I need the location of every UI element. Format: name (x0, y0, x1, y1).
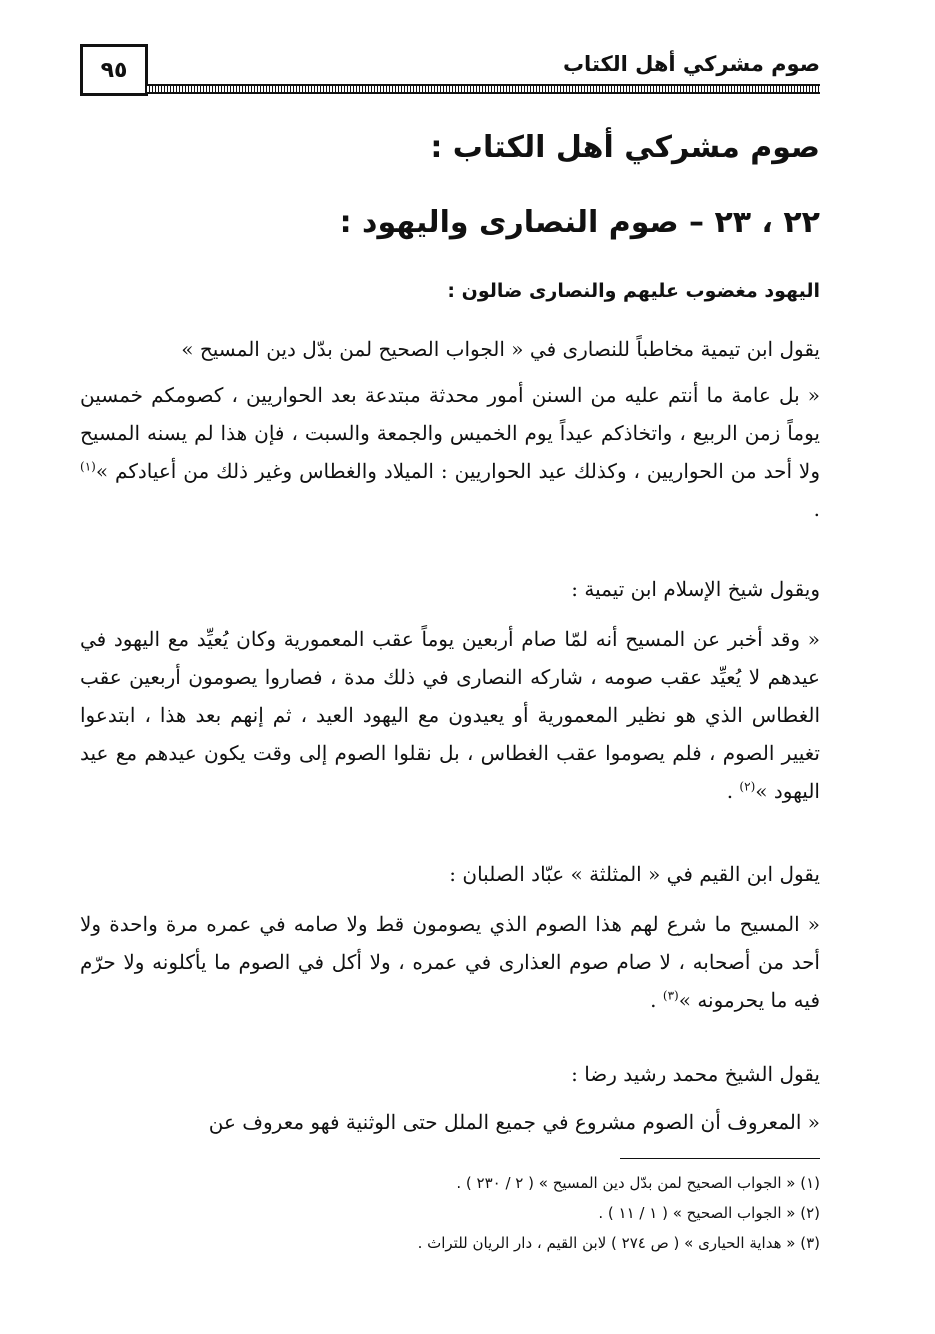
quotation (80, 905, 820, 1019)
quotation (80, 620, 820, 810)
footnote: (١) « الجواب الصحيح لمن بدّل دين المسيح » ( ٢ / ٢٣٠ ) . (456, 1174, 820, 1192)
running-header (80, 38, 820, 94)
footnotes (80, 1168, 820, 1258)
paragraph-intro: ويقول شيخ الإسلام ابن تيمية : (571, 577, 820, 601)
subsection-title: ٢٢ ، ٢٣ – صوم النصارى واليهود : (339, 205, 820, 240)
subheading: اليهود مغضوب عليهم والنصارى ضالون : (447, 280, 820, 302)
quote-end: . (650, 988, 663, 1012)
footnote-ref: (٢) (739, 779, 756, 794)
header-rule (146, 84, 820, 94)
page-number: ٩٥ (80, 44, 148, 96)
footnote: (٣) « هداية الحيارى » ( ص ٢٧٤ ) لابن القيم ، دار الريان للتراث . (417, 1234, 820, 1252)
section-title: صوم مشركي أهل الكتاب : (430, 130, 820, 165)
quote-text: « وقد أخبر عن المسيح أنه لمّا صام أربعين يوماً عقب المعمورية وكان يُعيِّد مع اليهود في عيدهم لا يُعيِّد عقب صومه ، شاركه النصارى في ذلك مدة ، فصاروا يصومون أربعين عقب الغطاس الذي هو نظير المعمورية أو يعيدون مع اليهود العيد ، ثم إنهم بعد هذا ، ابتدعوا تغيير الصوم ، فلم يصوموا عقب الغطاس ، بل نقلوا الصوم إلى وقت يكون عيدهم مع عيد اليهود » (80, 627, 820, 803)
footnote-ref: (١) (80, 459, 96, 474)
footnote: (٢) « الجواب الصحيح » ( ١ / ١١ ) . (598, 1204, 820, 1222)
quote-text: « المعروف أن الصوم مشروع في جميع الملل حتى الوثنية فهو معروف عن (208, 1110, 820, 1134)
footnote-rule (620, 1158, 820, 1159)
paragraph-intro: يقول ابن القيم في « المثلثة » عبّاد الصلبان : (449, 862, 820, 886)
quote-end: . (813, 497, 820, 521)
paragraph-intro: يقول ابن تيمية مخاطباً للنصارى في « الجواب الصحيح لمن بدّل دين المسيح » (181, 337, 820, 361)
footnote-ref: (٣) (662, 988, 679, 1003)
paragraph-intro: يقول الشيخ محمد رشيد رضا : (571, 1062, 820, 1086)
quote-text: « المسيح ما شرع لهم هذا الصوم الذي يصومون قط ولا صامه في عمره مرة واحدة ولا أحد من أصحابه ، لا صام صوم العذارى في عمره ، ولا أكل في الصوم ما يأكلونه ولا حرّم فيه ما يحرمونه » (80, 912, 820, 1012)
quote-text: « بل عامة ما أنتم عليه من السنن أمور محدثة مبتدعة بعد الحواريين ، كصومكم خمسين يوماً زمن الربيع ، واتخاذكم عيداً يوم الخميس والجمعة والسبت ، فإن هذا لم يسنه المسيح ولا أحد من الحواريين ، وكذلك عيد الحواريين : الميلاد والغطاس وغير ذلك من أعيادكم » (80, 383, 820, 483)
quotation (80, 1103, 820, 1141)
quote-end: . (726, 779, 740, 803)
running-title: صوم مشركي أهل الكتاب (562, 52, 820, 76)
quotation (80, 376, 820, 528)
